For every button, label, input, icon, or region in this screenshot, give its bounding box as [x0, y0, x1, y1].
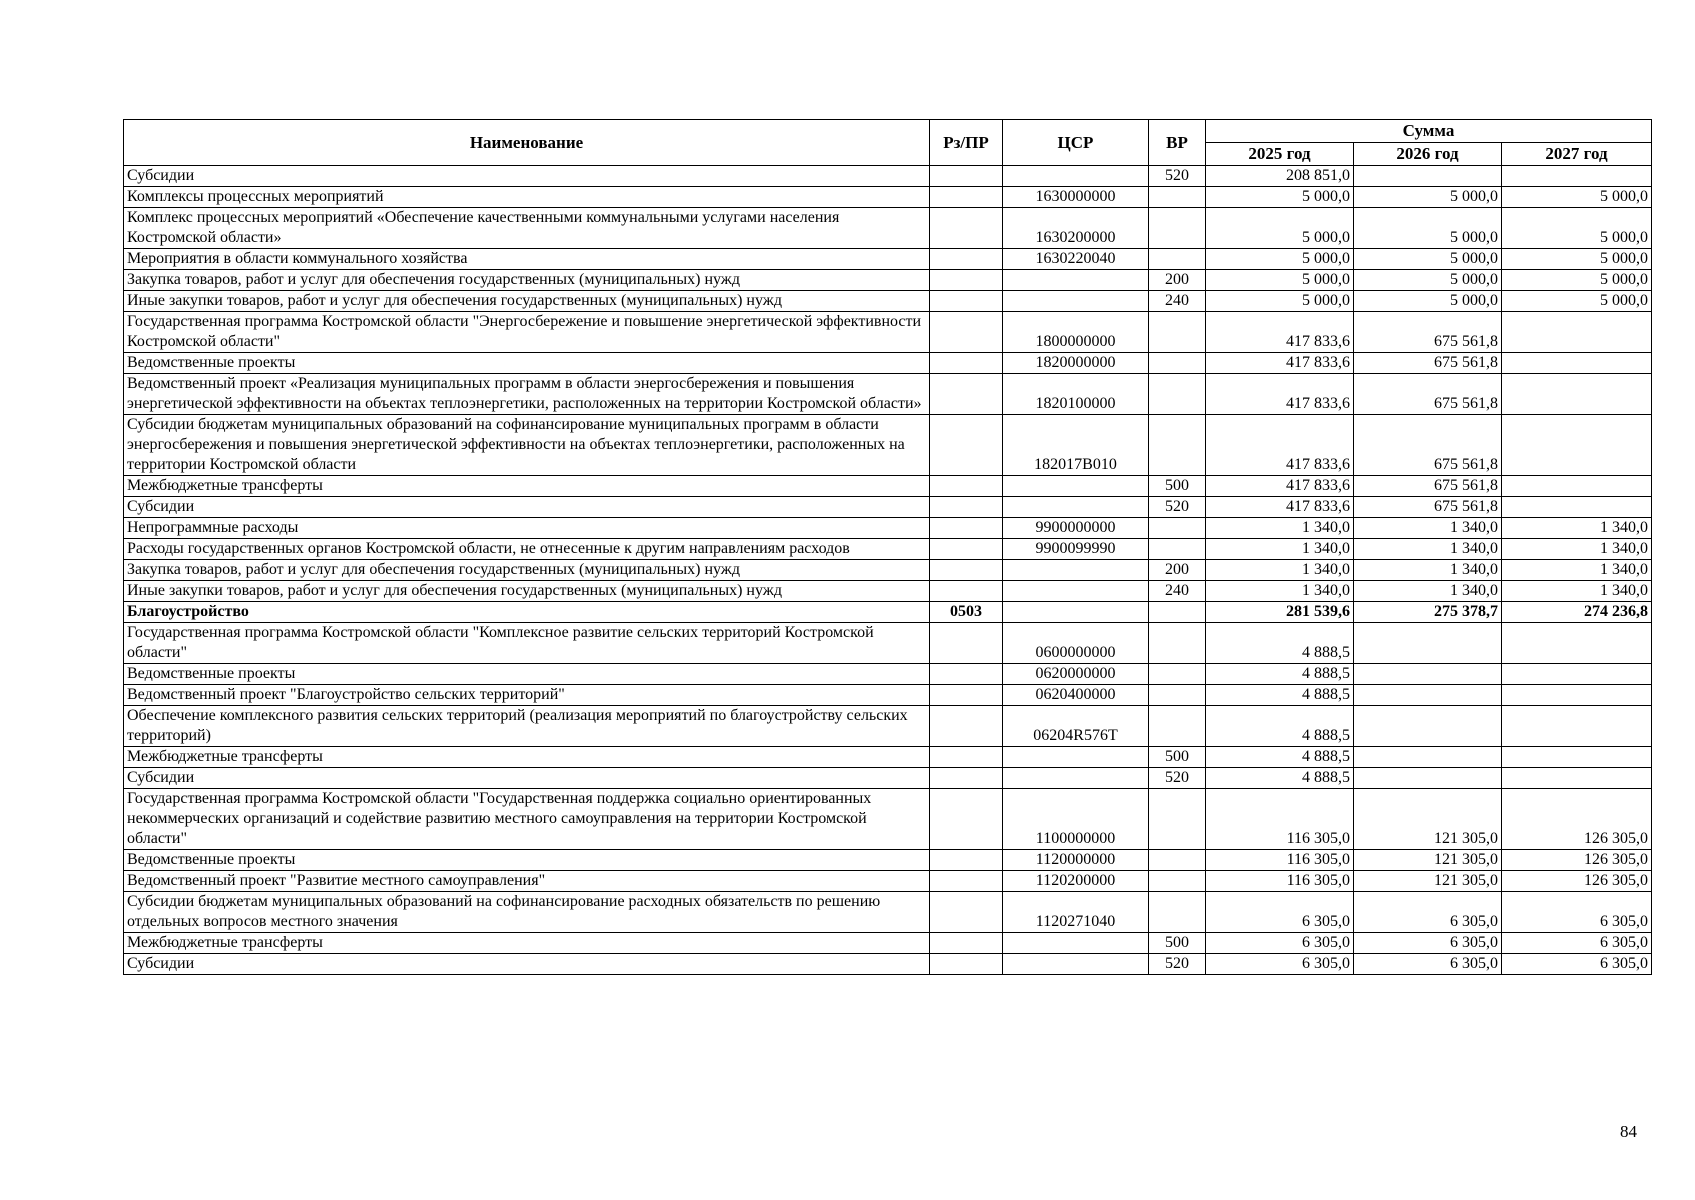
cell-name: Межбюджетные трансферты: [124, 476, 930, 497]
cell-name: Субсидии бюджетам муниципальных образований на софинансирование расходных обязательств по решению отдельных вопросов местного значения: [124, 892, 930, 933]
cell-rzpr: [930, 685, 1003, 706]
cell-csr: 9900000000: [1003, 518, 1149, 539]
cell-2027: [1502, 415, 1652, 476]
cell-csr: [1003, 602, 1149, 623]
table-row: [124, 747, 1652, 768]
header-year-2026: 2026 год: [1354, 143, 1502, 166]
header-name: Наименование: [124, 120, 930, 166]
cell-name: Ведомственный проект «Реализация муниципальных программ в области энергосбережения и повышения энергетической эффективности на объектах теплоэнергетики, расположенных на территории Костромской области»: [124, 374, 930, 415]
cell-vr: 240: [1149, 581, 1206, 602]
cell-vr: [1149, 187, 1206, 208]
cell-vr: [1149, 353, 1206, 374]
table-row: [124, 768, 1652, 789]
cell-2027: [1502, 497, 1652, 518]
cell-csr: [1003, 291, 1149, 312]
cell-vr: [1149, 664, 1206, 685]
table-row: [124, 353, 1652, 374]
cell-csr: 1820100000: [1003, 374, 1149, 415]
table-row: [124, 291, 1652, 312]
cell-2027: [1502, 664, 1652, 685]
cell-2026: 675 561,8: [1354, 415, 1502, 476]
cell-name: Обеспечение комплексного развития сельских территорий (реализация мероприятий по благоустройству сельских территорий): [124, 706, 930, 747]
cell-2026: [1354, 685, 1502, 706]
header-year-2025: 2025 год: [1206, 143, 1354, 166]
cell-2027: [1502, 623, 1652, 664]
cell-rzpr: [930, 560, 1003, 581]
table-row: [124, 166, 1652, 187]
table-row: [124, 933, 1652, 954]
cell-rzpr: [930, 954, 1003, 975]
cell-csr: 1820000000: [1003, 353, 1149, 374]
cell-2025: 1 340,0: [1206, 518, 1354, 539]
cell-2025: 5 000,0: [1206, 187, 1354, 208]
header-vr: ВР: [1149, 120, 1206, 166]
cell-vr: [1149, 602, 1206, 623]
cell-2025: 5 000,0: [1206, 291, 1354, 312]
cell-csr: 1630200000: [1003, 208, 1149, 249]
cell-2025: 281 539,6: [1206, 602, 1354, 623]
cell-2025: 4 888,5: [1206, 664, 1354, 685]
cell-vr: [1149, 623, 1206, 664]
cell-rzpr: [930, 208, 1003, 249]
cell-rzpr: [930, 497, 1003, 518]
cell-name: Межбюджетные трансферты: [124, 933, 930, 954]
cell-2026: 675 561,8: [1354, 312, 1502, 353]
cell-csr: [1003, 270, 1149, 291]
cell-vr: [1149, 249, 1206, 270]
cell-vr: 500: [1149, 933, 1206, 954]
cell-csr: 0600000000: [1003, 623, 1149, 664]
cell-vr: [1149, 850, 1206, 871]
cell-2025: 1 340,0: [1206, 581, 1354, 602]
table-row: [124, 685, 1652, 706]
cell-name: Субсидии: [124, 954, 930, 975]
table-row: [124, 706, 1652, 747]
cell-2027: [1502, 747, 1652, 768]
cell-2026: 1 340,0: [1354, 539, 1502, 560]
cell-csr: 1630000000: [1003, 187, 1149, 208]
cell-2026: 275 378,7: [1354, 602, 1502, 623]
cell-vr: 520: [1149, 954, 1206, 975]
cell-csr: [1003, 747, 1149, 768]
cell-csr: 1100000000: [1003, 789, 1149, 850]
budget-table-container: [123, 119, 1651, 975]
cell-2027: 1 340,0: [1502, 539, 1652, 560]
cell-rzpr: [930, 892, 1003, 933]
cell-rzpr: [930, 539, 1003, 560]
cell-vr: [1149, 374, 1206, 415]
cell-2026: 121 305,0: [1354, 850, 1502, 871]
cell-csr: 1800000000: [1003, 312, 1149, 353]
cell-2026: 121 305,0: [1354, 871, 1502, 892]
table-header: [124, 120, 1652, 166]
cell-vr: [1149, 312, 1206, 353]
cell-name: Комплексы процессных мероприятий: [124, 187, 930, 208]
cell-csr: 1120271040: [1003, 892, 1149, 933]
cell-name: Иные закупки товаров, работ и услуг для обеспечения государственных (муниципальных) нужд: [124, 291, 930, 312]
cell-2025: 116 305,0: [1206, 789, 1354, 850]
cell-2025: 4 888,5: [1206, 768, 1354, 789]
cell-2025: 417 833,6: [1206, 353, 1354, 374]
cell-rzpr: [930, 768, 1003, 789]
cell-csr: 182017В010: [1003, 415, 1149, 476]
cell-2025: 417 833,6: [1206, 312, 1354, 353]
cell-2026: 1 340,0: [1354, 560, 1502, 581]
table-row: [124, 892, 1652, 933]
cell-name: Ведомственные проекты: [124, 353, 930, 374]
header-rzpr: Рз/ПР: [930, 120, 1003, 166]
table-row: [124, 871, 1652, 892]
cell-2026: 675 561,8: [1354, 476, 1502, 497]
cell-rzpr: [930, 850, 1003, 871]
cell-2026: 5 000,0: [1354, 208, 1502, 249]
cell-2026: [1354, 706, 1502, 747]
cell-2025: 116 305,0: [1206, 871, 1354, 892]
table-row: [124, 560, 1652, 581]
cell-rzpr: [930, 623, 1003, 664]
cell-2026: 675 561,8: [1354, 374, 1502, 415]
cell-2025: 4 888,5: [1206, 685, 1354, 706]
cell-2026: [1354, 664, 1502, 685]
cell-2027: 1 340,0: [1502, 560, 1652, 581]
cell-name: Иные закупки товаров, работ и услуг для обеспечения государственных (муниципальных) нужд: [124, 581, 930, 602]
cell-2026: [1354, 166, 1502, 187]
cell-rzpr: [930, 664, 1003, 685]
table-body: [124, 166, 1652, 975]
cell-2025: 6 305,0: [1206, 892, 1354, 933]
cell-rzpr: 0503: [930, 602, 1003, 623]
cell-vr: 500: [1149, 747, 1206, 768]
cell-rzpr: [930, 581, 1003, 602]
cell-2027: [1502, 476, 1652, 497]
cell-2025: 6 305,0: [1206, 954, 1354, 975]
table-row: [124, 249, 1652, 270]
cell-2027: 6 305,0: [1502, 933, 1652, 954]
cell-csr: 1630220040: [1003, 249, 1149, 270]
cell-csr: 1120200000: [1003, 871, 1149, 892]
cell-2026: 6 305,0: [1354, 933, 1502, 954]
table-row: [124, 789, 1652, 850]
cell-2026: [1354, 623, 1502, 664]
cell-csr: 9900099990: [1003, 539, 1149, 560]
budget-table: [123, 119, 1652, 975]
cell-vr: 200: [1149, 270, 1206, 291]
cell-2025: 417 833,6: [1206, 415, 1354, 476]
cell-2027: 1 340,0: [1502, 581, 1652, 602]
cell-name: Межбюджетные трансферты: [124, 747, 930, 768]
cell-2027: 5 000,0: [1502, 187, 1652, 208]
cell-csr: 0620000000: [1003, 664, 1149, 685]
cell-2027: 5 000,0: [1502, 249, 1652, 270]
cell-2025: 5 000,0: [1206, 270, 1354, 291]
table-row: [124, 539, 1652, 560]
cell-2027: [1502, 685, 1652, 706]
cell-csr: 0620400000: [1003, 685, 1149, 706]
cell-vr: [1149, 415, 1206, 476]
table-row: [124, 602, 1652, 623]
cell-vr: [1149, 706, 1206, 747]
cell-2025: 5 000,0: [1206, 249, 1354, 270]
cell-2027: 1 340,0: [1502, 518, 1652, 539]
cell-csr: [1003, 476, 1149, 497]
cell-csr: [1003, 166, 1149, 187]
cell-2025: 6 305,0: [1206, 933, 1354, 954]
cell-name: Государственная программа Костромской области "Государственная поддержка социально ориентированных некоммерческих организаций и содействие развитию местного самоуправления на территории Костромской области": [124, 789, 930, 850]
cell-name: Ведомственный проект "Благоустройство сельских территорий": [124, 685, 930, 706]
cell-2027: 5 000,0: [1502, 270, 1652, 291]
cell-rzpr: [930, 415, 1003, 476]
table-row: [124, 954, 1652, 975]
cell-2025: 1 340,0: [1206, 539, 1354, 560]
cell-rzpr: [930, 166, 1003, 187]
cell-2027: 6 305,0: [1502, 892, 1652, 933]
cell-2026: 1 340,0: [1354, 581, 1502, 602]
cell-rzpr: [930, 747, 1003, 768]
cell-csr: [1003, 560, 1149, 581]
table-row: [124, 623, 1652, 664]
cell-2025: 417 833,6: [1206, 476, 1354, 497]
cell-2025: 116 305,0: [1206, 850, 1354, 871]
cell-2025: 417 833,6: [1206, 497, 1354, 518]
cell-2025: 208 851,0: [1206, 166, 1354, 187]
cell-vr: [1149, 208, 1206, 249]
cell-name: Государственная программа Костромской области "Комплексное развитие сельских территорий Костромской области": [124, 623, 930, 664]
table-row: [124, 581, 1652, 602]
cell-2027: 126 305,0: [1502, 871, 1652, 892]
cell-2025: 4 888,5: [1206, 706, 1354, 747]
table-row: [124, 664, 1652, 685]
cell-name: Субсидии: [124, 768, 930, 789]
cell-2027: [1502, 166, 1652, 187]
cell-2025: 417 833,6: [1206, 374, 1354, 415]
cell-rzpr: [930, 706, 1003, 747]
cell-2027: [1502, 374, 1652, 415]
cell-2026: 1 340,0: [1354, 518, 1502, 539]
cell-rzpr: [930, 871, 1003, 892]
cell-2027: 126 305,0: [1502, 789, 1652, 850]
cell-2026: 5 000,0: [1354, 249, 1502, 270]
cell-csr: 1120000000: [1003, 850, 1149, 871]
cell-csr: 06204R576T: [1003, 706, 1149, 747]
page-number: 84: [1620, 1122, 1637, 1141]
cell-csr: [1003, 933, 1149, 954]
cell-2027: 5 000,0: [1502, 291, 1652, 312]
table-row: [124, 415, 1652, 476]
cell-rzpr: [930, 518, 1003, 539]
cell-2026: [1354, 747, 1502, 768]
cell-vr: 500: [1149, 476, 1206, 497]
cell-vr: 520: [1149, 497, 1206, 518]
cell-2025: 5 000,0: [1206, 208, 1354, 249]
cell-csr: [1003, 954, 1149, 975]
table-row: [124, 208, 1652, 249]
cell-csr: [1003, 768, 1149, 789]
cell-2025: 1 340,0: [1206, 560, 1354, 581]
table-row: [124, 850, 1652, 871]
cell-2027: 6 305,0: [1502, 954, 1652, 975]
table-row: [124, 270, 1652, 291]
cell-2026: 6 305,0: [1354, 954, 1502, 975]
cell-2026: 5 000,0: [1354, 187, 1502, 208]
header-csr: ЦСР: [1003, 120, 1149, 166]
cell-name: Ведомственные проекты: [124, 664, 930, 685]
cell-rzpr: [930, 789, 1003, 850]
cell-name: Непрограммные расходы: [124, 518, 930, 539]
cell-name: Субсидии: [124, 497, 930, 518]
cell-name: Ведомственный проект "Развитие местного самоуправления": [124, 871, 930, 892]
table-row: [124, 187, 1652, 208]
cell-vr: [1149, 871, 1206, 892]
cell-2025: 4 888,5: [1206, 623, 1354, 664]
cell-name: Расходы государственных органов Костромской области, не отнесенные к другим направлениям расходов: [124, 539, 930, 560]
table-row: [124, 312, 1652, 353]
cell-vr: 200: [1149, 560, 1206, 581]
cell-2026: 5 000,0: [1354, 270, 1502, 291]
cell-2027: 126 305,0: [1502, 850, 1652, 871]
cell-name: Субсидии бюджетам муниципальных образований на софинансирование муниципальных программ в области энергосбережения и повышения энергетической эффективности на объектах теплоэнергетики, расположенных на территории Костромской области: [124, 415, 930, 476]
cell-vr: [1149, 518, 1206, 539]
cell-vr: [1149, 539, 1206, 560]
cell-vr: 520: [1149, 768, 1206, 789]
cell-2027: 274 236,8: [1502, 602, 1652, 623]
cell-csr: [1003, 497, 1149, 518]
cell-rzpr: [930, 374, 1003, 415]
cell-rzpr: [930, 933, 1003, 954]
cell-rzpr: [930, 270, 1003, 291]
cell-name: Субсидии: [124, 166, 930, 187]
cell-rzpr: [930, 476, 1003, 497]
table-row: [124, 476, 1652, 497]
cell-rzpr: [930, 187, 1003, 208]
cell-2027: [1502, 768, 1652, 789]
cell-2025: 4 888,5: [1206, 747, 1354, 768]
table-row: [124, 497, 1652, 518]
cell-2026: 675 561,8: [1354, 497, 1502, 518]
cell-vr: [1149, 789, 1206, 850]
cell-name: Закупка товаров, работ и услуг для обеспечения государственных (муниципальных) нужд: [124, 270, 930, 291]
cell-2027: [1502, 312, 1652, 353]
cell-vr: [1149, 685, 1206, 706]
table-row: [124, 374, 1652, 415]
header-year-2027: 2027 год: [1502, 143, 1652, 166]
cell-rzpr: [930, 353, 1003, 374]
cell-rzpr: [930, 291, 1003, 312]
cell-2027: [1502, 706, 1652, 747]
cell-name: Комплекс процессных мероприятий «Обеспечение качественными коммунальными услугами населения Костромской области»: [124, 208, 930, 249]
cell-vr: [1149, 892, 1206, 933]
cell-rzpr: [930, 249, 1003, 270]
table-row: [124, 518, 1652, 539]
cell-name: Ведомственные проекты: [124, 850, 930, 871]
cell-2026: 121 305,0: [1354, 789, 1502, 850]
cell-name: Государственная программа Костромской области "Энергосбережение и повышение энергетической эффективности Костромской области": [124, 312, 930, 353]
cell-vr: 240: [1149, 291, 1206, 312]
header-sum: Сумма: [1206, 120, 1652, 143]
cell-2027: 5 000,0: [1502, 208, 1652, 249]
cell-name: Благоустройство: [124, 602, 930, 623]
cell-name: Закупка товаров, работ и услуг для обеспечения государственных (муниципальных) нужд: [124, 560, 930, 581]
cell-csr: [1003, 581, 1149, 602]
cell-rzpr: [930, 312, 1003, 353]
cell-name: Мероприятия в области коммунального хозяйства: [124, 249, 930, 270]
cell-2026: 6 305,0: [1354, 892, 1502, 933]
cell-2027: [1502, 353, 1652, 374]
cell-vr: 520: [1149, 166, 1206, 187]
cell-2026: 675 561,8: [1354, 353, 1502, 374]
cell-2026: 5 000,0: [1354, 291, 1502, 312]
cell-2026: [1354, 768, 1502, 789]
